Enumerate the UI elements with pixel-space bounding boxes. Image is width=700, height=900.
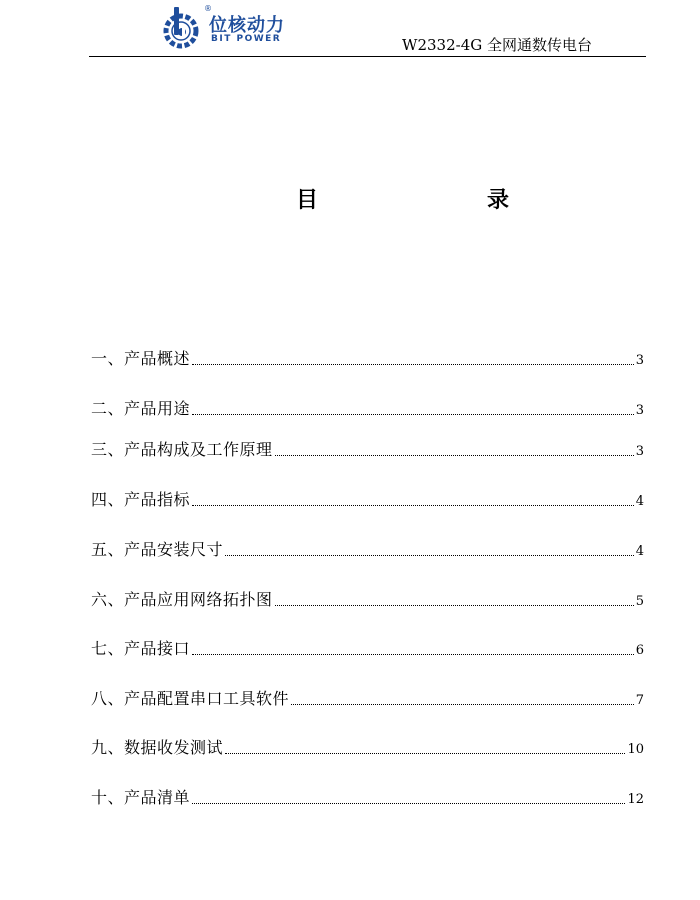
toc-item[interactable] (91, 636, 644, 660)
toc-item-label: 三、产品构成及工作原理 (91, 440, 273, 459)
registered-mark: ® (204, 4, 212, 13)
toc-heading-left: 目 (296, 188, 319, 213)
toc-leader-dots (192, 803, 625, 804)
toc-item[interactable] (91, 686, 644, 710)
toc-item[interactable] (91, 437, 644, 461)
toc-leader-dots (192, 505, 634, 506)
toc-item-page: 12 (627, 792, 644, 807)
toc-item-label: 五、产品安装尺寸 (91, 540, 224, 559)
bit-power-logo-icon (160, 6, 202, 50)
toc-item-label: 八、产品配置串口工具软件 (91, 689, 290, 708)
toc-item-page: 10 (627, 742, 644, 757)
logo-chinese-name: 位核动力 (209, 15, 285, 36)
toc-heading (0, 183, 700, 215)
toc-item-page: 3 (635, 444, 644, 459)
toc-item-label: 一、产品概述 (91, 349, 191, 368)
document-title: W2332-4G 全网通数传电台 (402, 36, 592, 54)
toc-leader-dots (275, 455, 634, 456)
toc-item[interactable] (91, 346, 644, 370)
toc-item-label: 四、产品指标 (91, 490, 191, 509)
toc-leader-dots (225, 555, 634, 556)
toc-item-label: 六、产品应用网络拓扑图 (91, 590, 273, 609)
toc-leader-dots (192, 414, 634, 415)
header-divider (89, 56, 646, 57)
toc-item-page: 3 (635, 353, 644, 368)
toc-item[interactable] (91, 735, 644, 759)
toc-item[interactable] (91, 587, 644, 611)
toc-item[interactable] (91, 785, 644, 809)
logo-english-name: BIT POWER (211, 34, 282, 44)
toc-leader-dots (291, 704, 634, 705)
toc-item-page: 3 (635, 403, 644, 418)
toc-item-label: 九、数据收发测试 (91, 738, 224, 757)
toc-item[interactable] (91, 487, 644, 511)
toc-item-page: 5 (635, 594, 644, 609)
toc-heading-right: 录 (487, 188, 510, 213)
page-header (0, 0, 700, 60)
toc-item[interactable] (91, 537, 644, 561)
toc-leader-dots (192, 364, 634, 365)
toc-leader-dots (225, 753, 625, 754)
toc-item-label: 七、产品接口 (91, 639, 191, 658)
company-logo (160, 4, 310, 52)
toc-leader-dots (192, 654, 634, 655)
toc-item-page: 6 (635, 643, 644, 658)
toc-item-page: 7 (635, 693, 644, 708)
toc-item-label: 二、产品用途 (91, 399, 191, 418)
toc-item-page: 4 (635, 494, 644, 509)
toc-item-page: 4 (635, 544, 644, 559)
toc-item[interactable] (91, 396, 644, 420)
toc-leader-dots (275, 605, 634, 606)
toc-item-label: 十、产品清单 (91, 788, 191, 807)
